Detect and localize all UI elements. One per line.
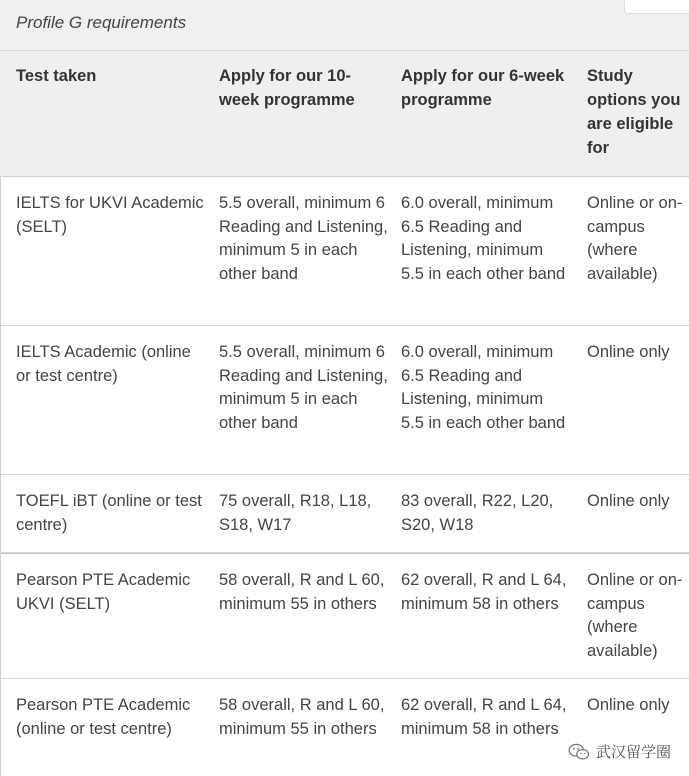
- cell-study: Online or on-campus (where available): [587, 571, 683, 660]
- table-row: [0, 475, 689, 553]
- watermark: [568, 741, 671, 762]
- cell-test: IELTS for UKVI Academic (SELT): [16, 194, 204, 236]
- cell-six-week: 62 overall, R and L 64, minimum 58 in others: [401, 571, 567, 613]
- watermark-text: 武汉留学圈: [595, 743, 671, 761]
- cell-study: Online only: [587, 343, 670, 361]
- table-caption: [0, 0, 689, 51]
- cell-ten-week: 5.5 overall, minimum 6 Reading and Listening, minimum 5 in each other band: [219, 343, 388, 432]
- wechat-icon: [568, 743, 590, 761]
- cell-ten-week: 75 overall, R18, L18, S18, W17: [219, 492, 372, 534]
- cell-six-week: 62 overall, R and L 64, minimum 58 in others: [401, 696, 567, 738]
- cell-study: Online or on-campus (where available): [587, 194, 683, 283]
- cell-six-week: 6.0 overall, minimum 6.5 Reading and Listening, minimum 5.5 in each other band: [401, 194, 566, 283]
- table-row: [0, 326, 689, 475]
- cell-test: Pearson PTE Academic UKVI (SELT): [16, 571, 191, 613]
- table-row: [0, 553, 689, 679]
- cell-ten-week: 5.5 overall, minimum 6 Reading and Listening, minimum 5 in each other band: [219, 194, 388, 283]
- caption-text: Profile G requirements: [16, 13, 187, 32]
- cell-test: Pearson PTE Academic (online or test centre): [16, 696, 191, 738]
- cell-six-week: 83 overall, R22, L20, S20, W18: [401, 492, 554, 534]
- table-row: [0, 177, 689, 326]
- header-six-week: Apply for our 6-week programme: [401, 67, 565, 109]
- cell-test: TOEFL iBT (online or test centre): [16, 492, 202, 534]
- cell-test: IELTS Academic (online or test centre): [16, 343, 191, 385]
- table-header-row: [0, 51, 689, 177]
- cell-study: Online only: [587, 696, 670, 714]
- header-study-options: Study options you are eligible for: [587, 67, 681, 157]
- cell-six-week: 6.0 overall, minimum 6.5 Reading and Listening, minimum 5.5 in each other band: [401, 343, 566, 432]
- cell-ten-week: 58 overall, R and L 60, minimum 55 in others: [219, 696, 385, 738]
- header-ten-week: Apply for our 10-week programme: [219, 67, 355, 109]
- corner-tab: [624, 0, 689, 14]
- header-test-taken: Test taken: [16, 67, 97, 85]
- cell-ten-week: 58 overall, R and L 60, minimum 55 in others: [219, 571, 385, 613]
- cell-study: Online only: [587, 492, 670, 510]
